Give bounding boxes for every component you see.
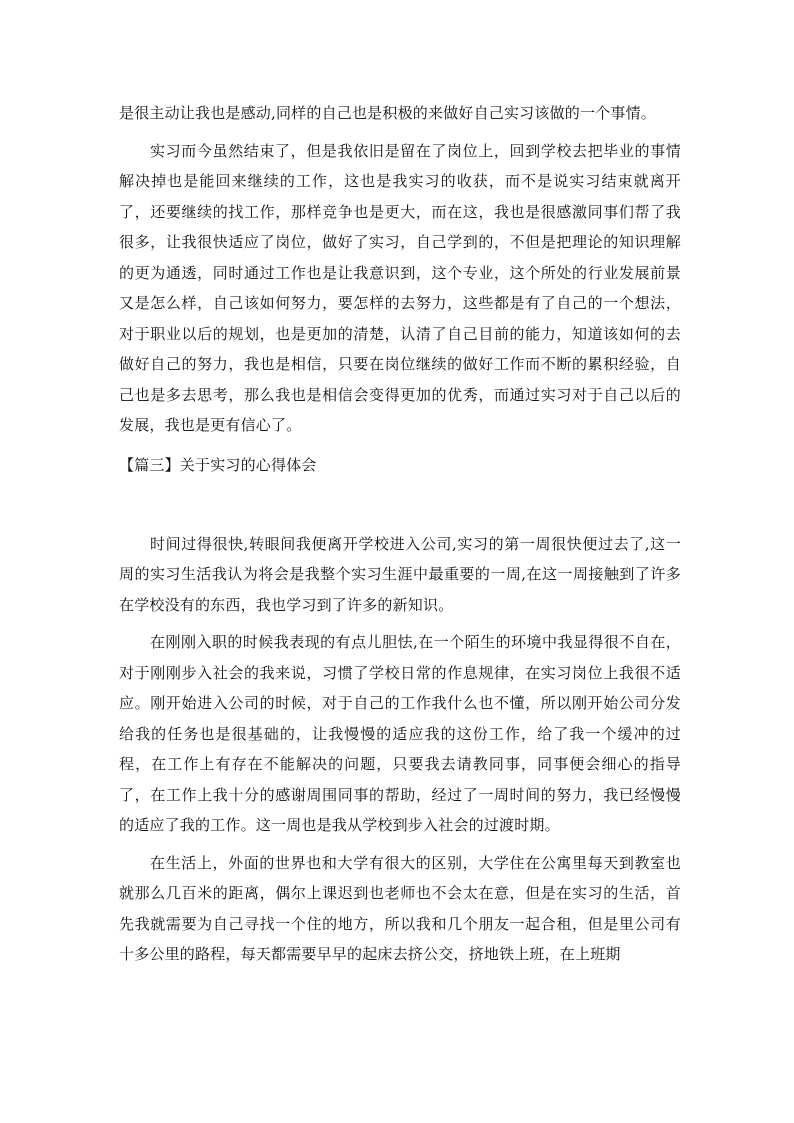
section-heading: 【篇三】关于实习的心得体会 [119,455,317,474]
paragraph-internship-summary: 实习而今虽然结束了，但是我依旧是留在了岗位上，回到学校去把毕业的事情解决掉也是能回来继续的工作，这也是我实习的收获，而不是说实习结束就离开了，还要继续的找工作，那样竞争也是更大，而在这，我也是很感激同事们帮了我很多，让我很快适应了岗位，做好了实习，自己学到的，不但是把理论的知识理解的更为通透，同时通过工作也是让我意识到，这个专业，这个所处的行业发展前景又是怎么样，自己该如何努力，要怎样的去努力，这些都是有了自己的一个想法，对于职业以后的规划，也是更加的清楚，认清了自己目前的能力，知道该如何的去做好自己的努力，我也是相信，只要在岗位继续的做好工作而不断的累积经验，自己也是多去思考，那么我也是相信会变得更加的优秀，而通过实习对于自己以后的发展，我也是更有信心了。 [119,141,681,434]
paragraph-gap [119,620,681,627]
paragraph-daily-life: 在生活上，外面的世界也和大学有很大的区别，大学住在公寓里每天到教室也就那么几百米的距离，偶尔上课迟到也老师也不会太在意，但是在实习的生活，首先我就需要为自己寻找一个住的地方，所以我和几个朋友一起合租，但是里公司有十多公里的路程，每天都需要早早的起床去挤公交，挤地铁上班，在上班期 [119,853,681,963]
document-body [119,98,681,970]
paragraph-continuation: 是很主动让我也是感动,同样的自己也是积极的来做好自己实习该做的一个事情。 [119,104,656,122]
paragraph-gap [119,841,681,848]
paragraph-onboarding: 在刚刚入职的时候我表现的有点儿胆怯,在一个陌生的环境中我显得很不自在，对于刚刚步入社会的我来说，习惯了学校日常的作息规律，在实习岗位上我很不适应。刚开始进入公司的时候，对于自己的工作我什么也不懂，所以刚开始公司分发给我的任务也是很基础的，让我慢慢的适应我的这份工作，给了我一个缓冲的过程，在工作上有存在不能解决的问题，只要我去请教同事，同事便会细心的指导了，在工作上我十分的感谢周围同事的帮助，经过了一周时间的努力，我已经慢慢的适应了我的工作。这一周也是我从学校到步入社会的过渡时期。 [119,633,681,834]
paragraph-first-week: 时间过得很快,转眼间我便离开学校进入公司,实习的第一周很快便过去了,这一周的实习生活我认为将会是我整个实习生涯中最重要的一周,在这一周接触到了许多在学校没有的东西，我也学习到了许多的新知识。 [119,534,681,614]
paragraph-gap [119,129,681,136]
section-spacer [119,480,681,529]
